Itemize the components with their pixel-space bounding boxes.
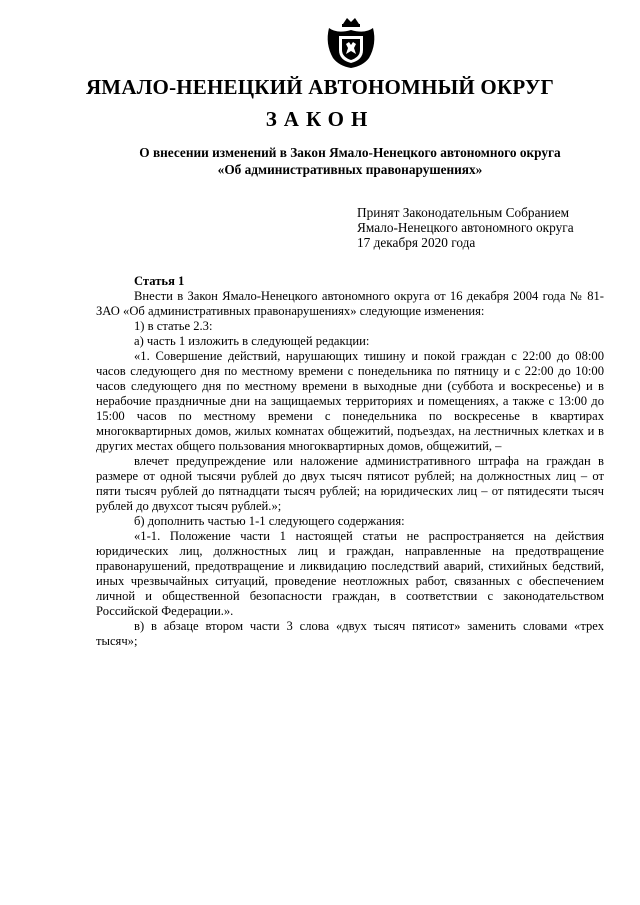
law-subtitle: [60, 144, 640, 178]
adoption-note: [357, 205, 627, 250]
item-1: 1) в статье 2.3:: [134, 319, 213, 333]
article-intro: Внести в Закон Ямало-Ненецкого автономного округа от 16 декабря 2004 года № 81-ЗАО «Об административных правонарушениях» следующие изменения:: [96, 289, 604, 318]
law-title: ЗАКОН: [265, 107, 375, 131]
coat-of-arms-icon: [325, 14, 377, 70]
penalty-text: влечет предупреждение или наложение административного штрафа на граждан в размере от одной тысячи рублей до двух тысяч пятисот рублей; на должностных лиц – от пяти тысяч рублей до пятнадцати тысяч рублей; на юридических лиц – от пятидесяти тысяч рублей до двухсот тысяч рублей.»;: [96, 454, 604, 513]
article-body: [96, 274, 604, 649]
article-heading: Статья 1: [134, 274, 185, 288]
part-1-text: «1. Совершение действий, нарушающих тишину и покой граждан с 22:00 до 08:00 часов следующего дня по местному времени с понедельника по пятницу и с 22:00 до 10:00 часов следующего дня по местному времени в выходные дни (суббота и воскресенье) и в нерабочие праздничные дни на защищаемых территориях и помещениях, а также с 13:00 до 15:00 часов по местному времени с понедельника по воскресенье в квартирах многоквартирных домов, жилых комнатах общежитий, подъездах, на лестничных клетках и в других местах общего пользования многоквартирных домов, общежитий, –: [96, 349, 604, 453]
adoption-date: 17 декабря 2020 года: [357, 235, 476, 250]
region-title: ЯМАЛО-НЕНЕЦКИЙ АВТОНОМНЫЙ ОКРУГ: [85, 75, 555, 99]
law-subtitle-line-2: «Об административных правонарушениях»: [217, 162, 483, 177]
adoption-line-1: Принят Законодательным Собранием: [357, 205, 570, 220]
law-subtitle-line-1: О внесении изменений в Закон Ямало-Ненецкого автономного округа: [139, 145, 561, 160]
part-1-1-text: «1-1. Положение части 1 настоящей статьи не распространяется на действия юридических лиц, должностных лиц и граждан, направленные на предотвращение правонарушений, предотвращение и ликвидацию последствий аварий, стихийных бедствий, иных чрезвычайных ситуаций, проведение неотложных работ, связанных с обеспечением личной и общественной безопасности граждан, в соответствии с законодательством Российской Федерации.».: [96, 529, 604, 618]
adoption-line-2: Ямало-Ненецкого автономного округа: [357, 220, 574, 235]
item-1-b: б) дополнить частью 1-1 следующего содержания:: [134, 514, 405, 528]
item-1-c: в) в абзаце втором части 3 слова «двух тысяч пятисот» заменить словами «трех тысяч»;: [96, 619, 604, 648]
item-1-a: а) часть 1 изложить в следующей редакции:: [134, 334, 370, 348]
